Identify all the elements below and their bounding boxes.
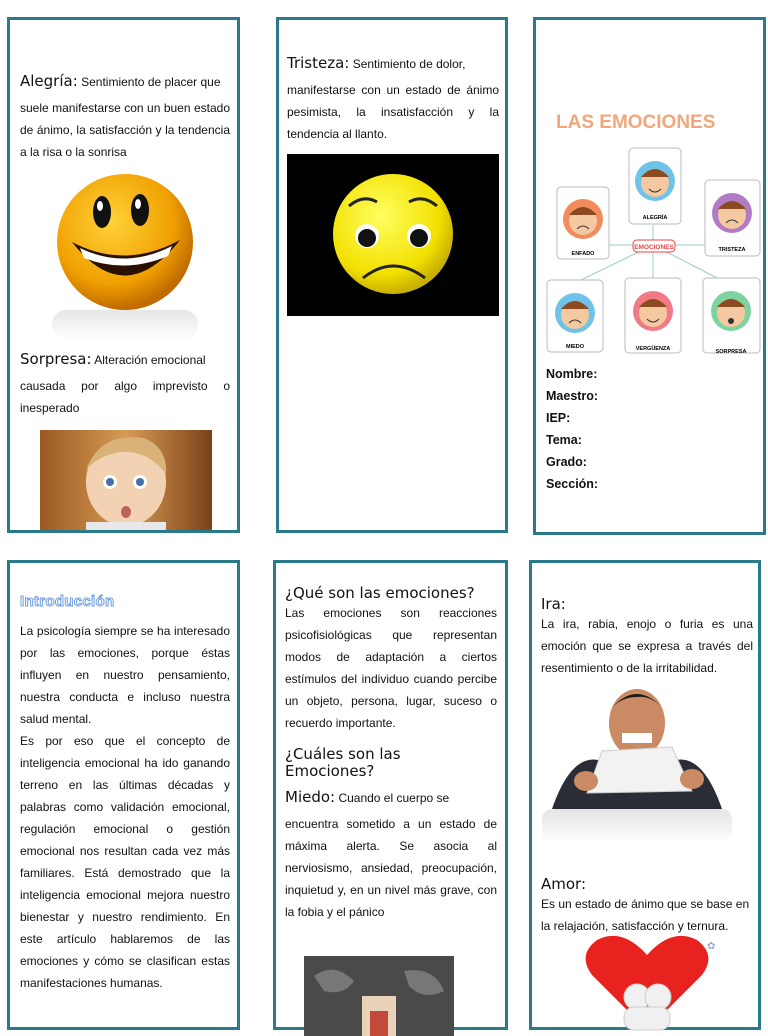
card-enfado bbox=[557, 187, 609, 259]
tristeza-text-1: Sentimiento de dolor, bbox=[352, 57, 466, 71]
intro-title: Introducción bbox=[20, 593, 115, 610]
form-iep: IEP: bbox=[546, 411, 571, 425]
sorpresa-heading: Sorpresa: bbox=[20, 350, 92, 368]
card-sorpresa bbox=[703, 278, 760, 355]
panel-tristeza bbox=[276, 17, 508, 533]
form-grado: Grado: bbox=[546, 455, 587, 469]
alegria-heading: Alegría: bbox=[20, 72, 78, 90]
form-tema: Tema: bbox=[546, 433, 582, 447]
amor-text: Es un estado de ánimo que se base en la relajación, satisfacción y ternura. bbox=[541, 897, 750, 933]
diagram-label-verguenza: VERGÜENZA bbox=[635, 346, 671, 352]
panel-introduccion bbox=[7, 560, 240, 1030]
happy-face-image bbox=[50, 170, 200, 345]
tristeza-text-2: manifestarse con un estado de ánimo pesimista, la insatisfacción y la tendencia al llanto. bbox=[287, 83, 499, 141]
card-miedo bbox=[547, 280, 603, 352]
fear-illustration bbox=[304, 956, 454, 1036]
alegria-text-2: suele manifestarse con un buen estado de ánimo, la satisfacción y la tendencia a la risa o la sonrisa bbox=[20, 101, 230, 159]
question-que-son: ¿Qué son las emociones? bbox=[285, 584, 475, 602]
intro-paragraph-1: La psicología siempre se ha interesado por las emociones, porque éstas influyen en nuestro pensamiento, nuestra conducta e incluso nuestra salud mental. bbox=[20, 624, 230, 726]
card-alegria bbox=[629, 148, 681, 224]
ira-heading: Ira: bbox=[541, 595, 566, 613]
intro-paragraph-2: Es por eso que el concepto de inteligencia emocional ha ido ganando terreno en las últimas décadas y palabras como validación emocional, regulación emocional o gestión emocional nos resultan cada vez más familiares. Está demostrado que la inteligencia emocional mejora nuestro bienestar y nuestro rendimiento. En este artículo hablaremos de las emociones y cómo se clasifican estas manifestaciones humanas. bbox=[20, 734, 230, 990]
diagram-label-sorpresa: SORPRESA bbox=[715, 349, 747, 355]
heart-love-image bbox=[582, 935, 716, 1030]
alegria-text-1: Sentimiento de placer que bbox=[81, 75, 221, 89]
surprised-baby-photo bbox=[40, 430, 212, 530]
diagram-label-alegria: ALEGRÍA bbox=[642, 215, 668, 221]
amor-heading: Amor: bbox=[541, 875, 587, 893]
sorpresa-text-1: Alteración emocional bbox=[94, 353, 206, 367]
card-tristeza bbox=[705, 180, 760, 256]
card-verguenza bbox=[625, 278, 681, 353]
tristeza-heading: Tristeza: bbox=[287, 54, 350, 72]
miedo-text-2: encuentra sometido a un estado de máxima alerta. Se asocia al nerviosismo, ansiedad, preocupación, inquietud y, en un nivel más grave, con la fobia y el pánico bbox=[285, 817, 497, 919]
form-maestro: Maestro: bbox=[546, 389, 599, 403]
panel-que-son bbox=[273, 560, 508, 1030]
panel-alegria-sorpresa bbox=[7, 17, 240, 533]
diagram-center-label: EMOCIONES bbox=[634, 244, 674, 251]
form-seccion: Sección: bbox=[546, 477, 599, 491]
angry-man-photo bbox=[542, 681, 732, 846]
cover-title: LAS EMOCIONES bbox=[556, 112, 716, 133]
form-nombre: Nombre: bbox=[546, 367, 598, 381]
sorpresa-text-2: causada por algo imprevisto o inesperado bbox=[20, 379, 230, 415]
question-cuales-son: ¿Cuáles son las Emociones? bbox=[285, 745, 401, 780]
sad-face-image bbox=[287, 154, 499, 316]
diagram-label-enfado: ENFADO bbox=[571, 251, 595, 257]
miedo-heading: Miedo: bbox=[285, 788, 336, 806]
panel-ira-amor bbox=[529, 560, 761, 1030]
svg-text:✿: ✿ bbox=[707, 941, 716, 952]
ira-text: La ira, rabia, enojo o furia es una emoción que se expresa a través del resentimiento o de la irritabilidad. bbox=[541, 617, 753, 675]
que-son-text: Las emociones son reacciones psicofisiológicas que representan modos de adaptación a ciertos estímulos del individuo cuando percibe un objeto, persona, lugar, suceso o recuerdo importante. bbox=[285, 606, 497, 730]
emotions-diagram bbox=[541, 145, 763, 355]
diagram-label-miedo: MIEDO bbox=[565, 344, 585, 350]
miedo-text-1: Cuando el cuerpo se bbox=[338, 791, 450, 805]
panel-cover bbox=[533, 17, 766, 535]
student-form bbox=[546, 363, 598, 495]
diagram-label-tristeza: TRISTEZA bbox=[718, 247, 746, 253]
